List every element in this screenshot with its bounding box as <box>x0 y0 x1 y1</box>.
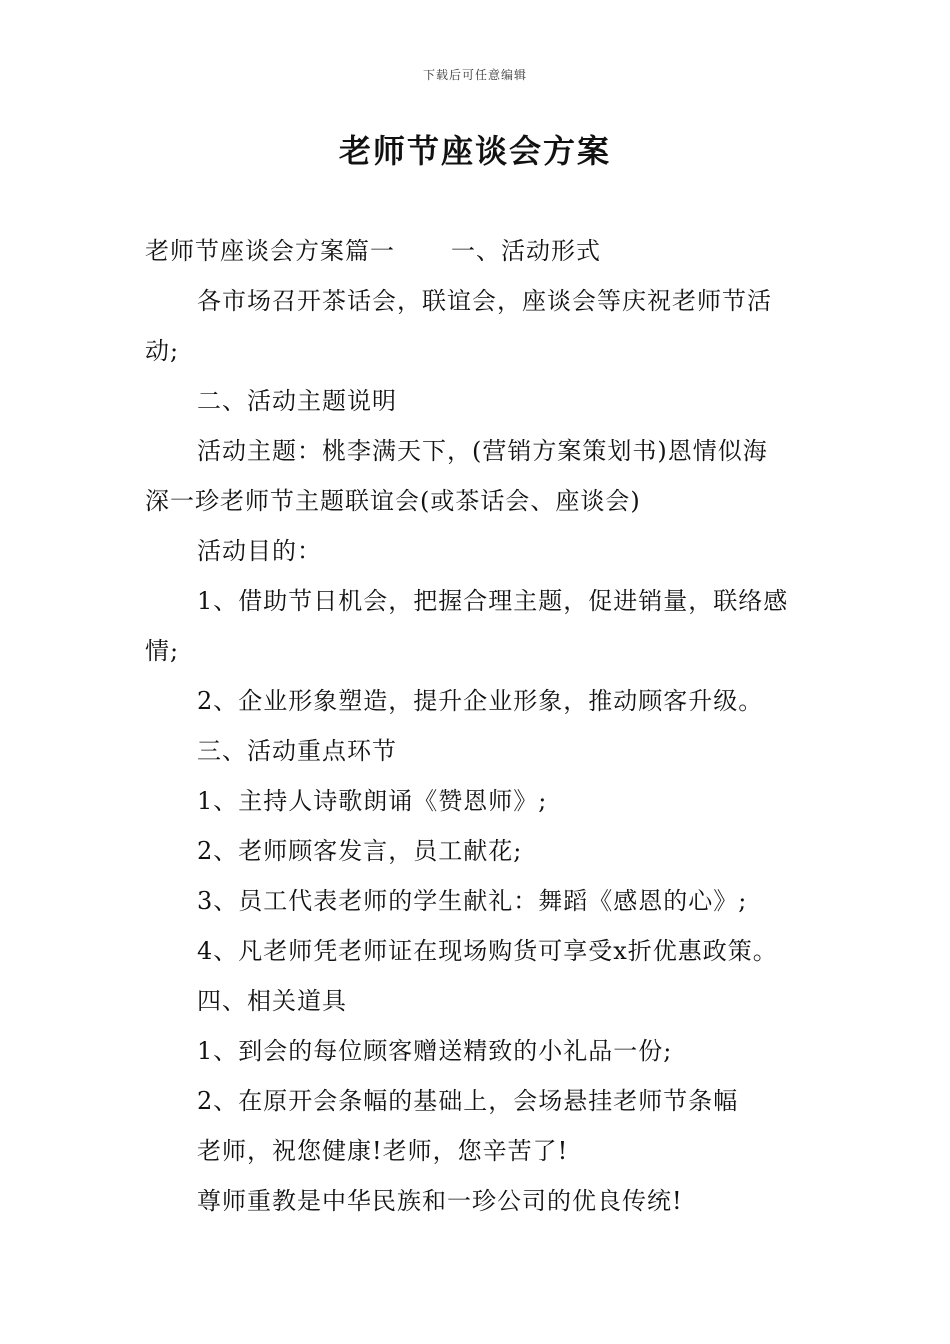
paragraph-line: 动; <box>145 337 180 365</box>
list-item: 2、老师顾客发言，员工献花; <box>197 837 523 865</box>
paragraph-line: 各市场召开茶话会，联谊会，座谈会等庆祝老师节活 <box>197 287 772 315</box>
paragraph-line: 尊师重教是中华民族和一珍公司的优良传统! <box>197 1187 683 1215</box>
paragraph-line: 活动主题：桃李满天下，(营销方案策划书)恩情似海 <box>197 437 768 465</box>
list-item: 1、借助节日机会，把握合理主题，促进销量，联络感 <box>197 587 789 615</box>
document-body <box>145 226 807 1226</box>
section-label: 老师节座谈会方案篇一 <box>145 237 395 265</box>
heading-theme: 二、活动主题说明 <box>197 387 397 415</box>
document-title: 老师节座谈会方案 <box>338 132 611 170</box>
list-item: 2、在原开会条幅的基础上，会场悬挂老师节条幅 <box>197 1087 739 1115</box>
list-item: 3、员工代表老师的学生献礼：舞蹈《感恩的心》; <box>197 887 748 915</box>
header-note: 下载后可任意编辑 <box>422 68 527 82</box>
intro-line <box>145 226 807 276</box>
paragraph-line: 老师，祝您健康!老师，您辛苦了! <box>197 1137 569 1165</box>
heading-key-steps: 三、活动重点环节 <box>197 737 397 765</box>
heading-props: 四、相关道具 <box>197 987 347 1015</box>
paragraph-line: 情; <box>145 637 180 665</box>
list-item: 1、主持人诗歌朗诵《赞恩师》; <box>197 787 548 815</box>
paragraph-line: 深一珍老师节主题联谊会(或茶话会、座谈会) <box>145 487 641 515</box>
list-item: 1、到会的每位顾客赠送精致的小礼品一份; <box>197 1037 673 1065</box>
list-item: 2、企业形象塑造，提升企业形象，推动顾客升级。 <box>197 687 764 715</box>
paragraph-line: 活动目的： <box>197 537 322 565</box>
heading-activity-form: 一、活动形式 <box>451 237 601 265</box>
list-item: 4、凡老师凭老师证在现场购货可享受x折优惠政策。 <box>197 937 778 965</box>
